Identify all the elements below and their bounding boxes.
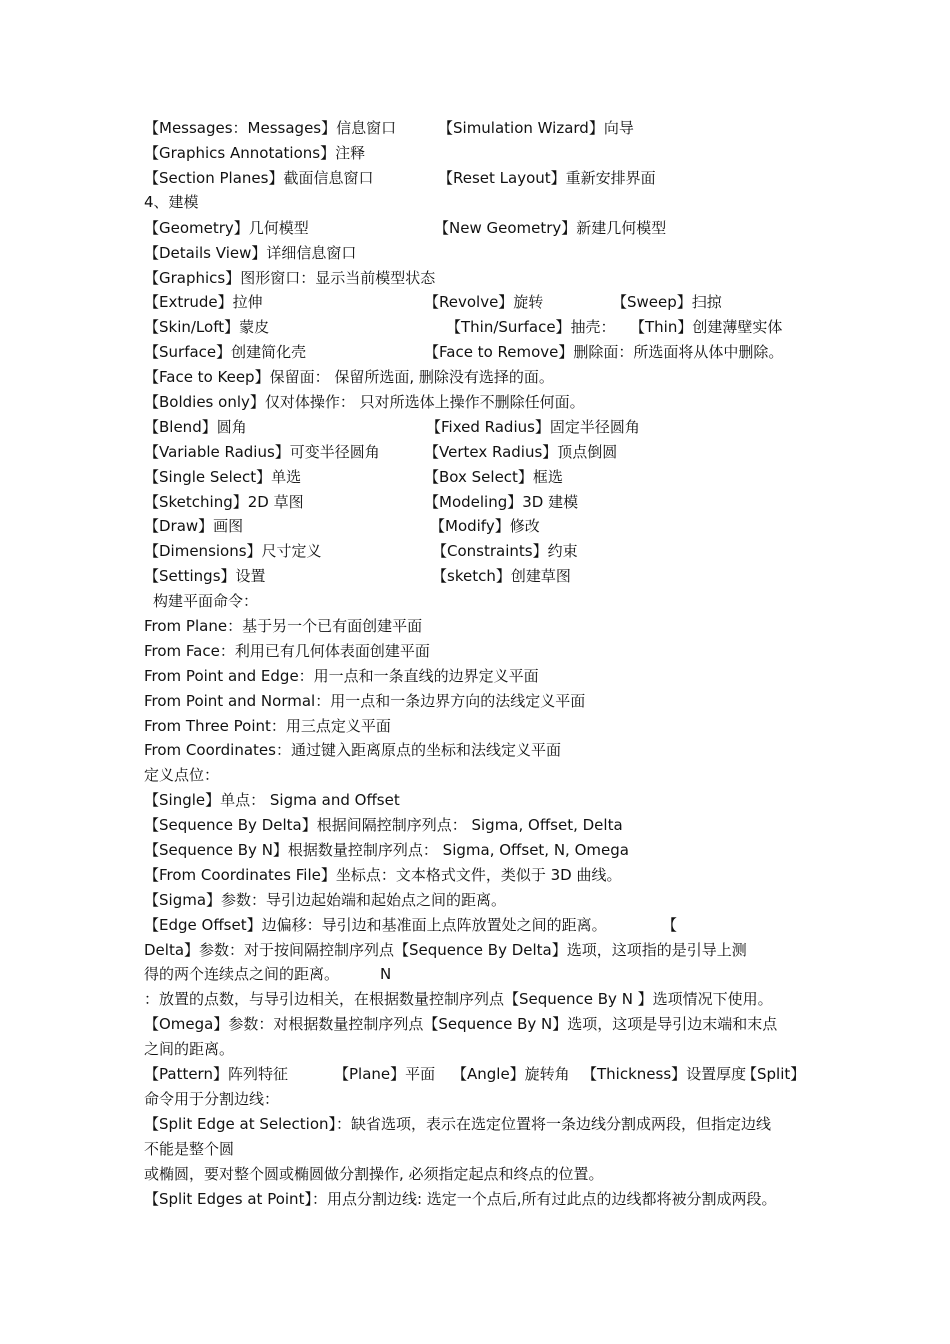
line-26-col-1: From Coordinates：通过键入距离原点的坐标和法线定义平面 [144, 741, 561, 759]
line-9-col-1: 【Skin/Loft】蒙皮 [144, 318, 270, 336]
line-36-col-1: ：放置的点数，与导引边相关，在根据数量控制序列点【Sequence By N 】选项情况下使用。 [144, 990, 773, 1008]
line-41-col-1: 【Split Edge at Selection】：缺省选项，表示在选定位置将一条边线分割成两段，但指定边线 [144, 1115, 772, 1133]
line-20-col-1: 构建平面命令： [153, 592, 259, 610]
line-8-col-3: 【Sweep】扫掠 [612, 293, 722, 311]
line-39-col-4: 【Thickness】设置厚度 [582, 1065, 747, 1083]
line-40-col-1: 命令用于分割边线： [144, 1090, 280, 1108]
line-27-col-1: 定义点位： [144, 766, 220, 784]
line-10-col-2: 【Face to Remove】删除面：所选面将从体中删除。 [424, 343, 784, 361]
line-42-col-1: 不能是整个圆 [144, 1140, 235, 1158]
line-30-col-1: 【Sequence By N】根据数量控制序列点： Sigma, Offset, N, Omega [144, 841, 629, 859]
line-28-col-1: 【Single】单点： Sigma and Offset [144, 791, 400, 809]
line-43-col-1: 或椭圆，要对整个圆或椭圆做分割操作, 必须指定起点和终点的位置。 [144, 1165, 604, 1183]
line-9-col-2: 【Thin/Surface】抽壳： [446, 318, 616, 336]
line-18-col-2: 【Constraints】约束 [432, 542, 578, 560]
line-19-col-1: 【Settings】设置 [144, 567, 266, 585]
line-14-col-1: 【Variable Radius】可变半径圆角 [144, 443, 380, 461]
line-18-col-1: 【Dimensions】尺寸定义 [144, 542, 322, 560]
line-21-col-1: From Plane：基于另一个已有面创建平面 [144, 617, 423, 635]
line-13-col-2: 【Fixed Radius】固定半径圆角 [426, 418, 640, 436]
line-32-col-1: 【Sigma】参数：导引边起始端和起始点之间的距离。 [144, 891, 507, 909]
line-17-col-1: 【Draw】画图 [144, 517, 244, 535]
line-44-col-1: 【Split Edges at Point】：用点分割边线: 选定一个点后,所有过此点的边线都将被分割成两段。 [144, 1190, 777, 1208]
line-15-col-1: 【Single Select】单选 [144, 468, 302, 486]
line-10-col-1: 【Surface】创建简化壳 [144, 343, 307, 361]
line-6-col-1: 【Details View】详细信息窗口 [144, 244, 357, 262]
line-39-col-5: 【Split】 [742, 1065, 806, 1083]
line-5-col-2: 【New Geometry】新建几何模型 [434, 219, 667, 237]
line-19-col-2: 【sketch】创建草图 [432, 567, 571, 585]
line-29-col-1: 【Sequence By Delta】根据间隔控制序列点： Sigma, Offset, Delta [144, 816, 623, 834]
line-13-col-1: 【Blend】圆角 [144, 418, 247, 436]
line-7-col-1: 【Graphics】图形窗口：显示当前模型状态 [144, 269, 436, 287]
line-8-col-2: 【Revolve】旋转 [424, 293, 544, 311]
line-5-col-1: 【Geometry】几何模型 [144, 219, 309, 237]
line-24-col-1: From Point and Normal：用一点和一条边界方向的法线定义平面 [144, 692, 586, 710]
line-16-col-1: 【Sketching】2D 草图 [144, 493, 304, 511]
line-16-col-2: 【Modeling】3D 建模 [424, 493, 579, 511]
line-17-col-2: 【Modify】修改 [430, 517, 540, 535]
line-33-col-1: 【Edge Offset】边偏移：导引边和基准面上点阵放置处之间的距离。 [144, 916, 607, 934]
line-1-col-2: 【Simulation Wizard】向导 [438, 119, 634, 137]
line-33-col-2: 【 [662, 916, 678, 934]
line-15-col-2: 【Box Select】框选 [424, 468, 563, 486]
line-12-col-1: 【Boldies only】仅对体操作： 只对所选体上操作不删除任何面。 [144, 393, 585, 411]
line-39-col-2: 【Plane】平面 [334, 1065, 436, 1083]
line-9-col-3: 【Thin】创建薄壁实体 [630, 318, 783, 336]
line-8-col-1: 【Extrude】拉伸 [144, 293, 263, 311]
line-25-col-1: From Three Point：用三点定义平面 [144, 717, 391, 735]
line-37-col-1: 【Omega】参数：对根据数量控制序列点【Sequence By N】选项，这项是导引边末端和末点 [144, 1015, 778, 1033]
line-35-col-2: N [380, 965, 392, 983]
line-35-col-1: 得的两个连续点之间的距离。 [144, 965, 340, 983]
line-3-col-1: 【Section Planes】截面信息窗口 [144, 169, 374, 187]
line-1-col-1: 【Messages：Messages】信息窗口 [144, 119, 397, 137]
line-3-col-2: 【Reset Layout】重新安排界面 [438, 169, 656, 187]
line-23-col-1: From Point and Edge：用一点和一条直线的边界定义平面 [144, 667, 539, 685]
line-2-col-1: 【Graphics Annotations】注释 [144, 144, 366, 162]
line-31-col-1: 【From Coordinates File】坐标点：文本格式文件，类似于 3D 曲线。 [144, 866, 622, 884]
line-14-col-2: 【Vertex Radius】顶点倒圆 [424, 443, 618, 461]
section-heading: 4、建模 [144, 193, 199, 211]
line-22-col-1: From Face：利用已有几何体表面创建平面 [144, 642, 430, 660]
line-11-col-1: 【Face to Keep】保留面： 保留所选面, 删除没有选择的面。 [144, 368, 554, 386]
line-39-col-3: 【Angle】旋转角 [452, 1065, 570, 1083]
line-34-col-1: Delta】参数：对于按间隔控制序列点【Sequence By Delta】选项，这项指的是引导上测 [144, 941, 747, 959]
line-39-col-1: 【Pattern】阵列特征 [144, 1065, 288, 1083]
line-38-col-1: 之间的距离。 [144, 1040, 235, 1058]
